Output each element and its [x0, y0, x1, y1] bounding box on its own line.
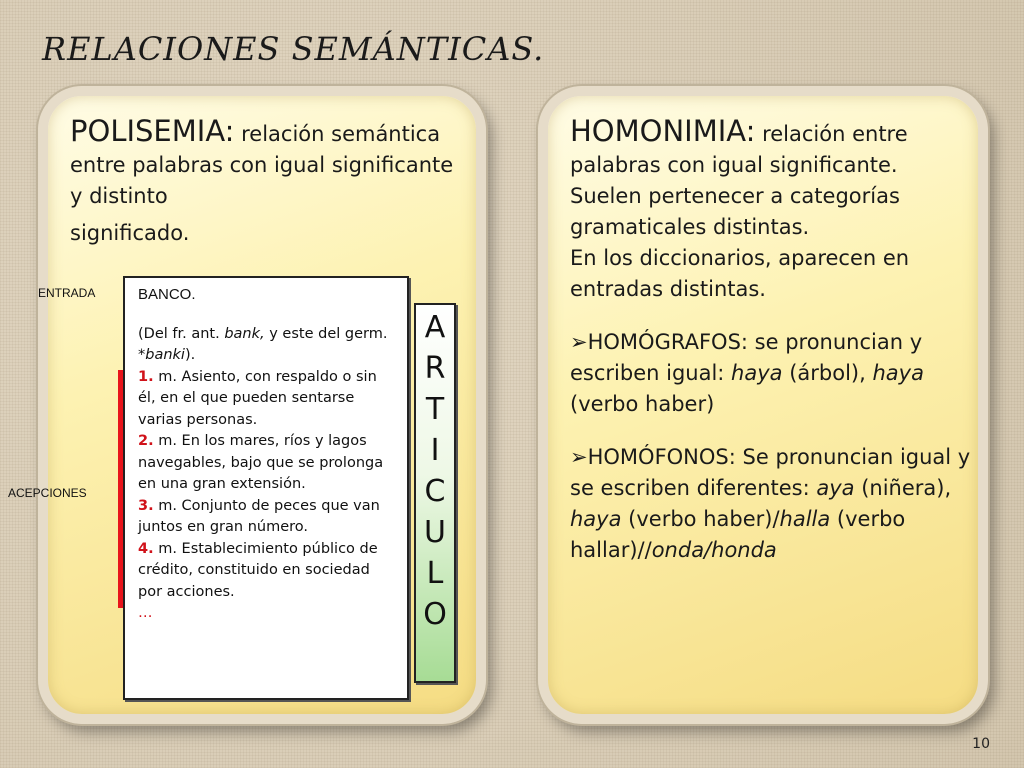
example-word: aya: [816, 476, 855, 500]
polisemia-definition: [70, 116, 470, 249]
sense-number: 1.: [138, 368, 154, 385]
homonimia-term: HOMONIMIA:: [570, 114, 756, 148]
slide-title: RELACIONES SEMÁNTICAS.: [42, 30, 545, 68]
articulo-letter: A: [424, 310, 446, 345]
articulo-letter: U: [424, 515, 446, 550]
homonimia-categories: Suelen pertenecer a categorías gramaticales distintas.: [570, 184, 900, 239]
homonimia-content: [570, 116, 975, 566]
dictionary-sense: [138, 539, 397, 604]
example-word: haya: [731, 361, 783, 385]
example-word: haya: [570, 507, 622, 531]
page-number: 10: [972, 736, 990, 752]
articulo-letter: T: [425, 392, 445, 427]
homografos-term: HOMÓGRAFOS:: [587, 330, 748, 354]
arrow-bullet-icon: ➢: [570, 330, 588, 354]
articulo-letter: L: [426, 556, 444, 591]
polisemia-term: POLISEMIA:: [70, 114, 235, 148]
example-gloss: (niñera),: [854, 476, 952, 500]
sense-text: m. En los mares, ríos y lagos navegables, bajo que se prolonga en una gran extensión.: [138, 433, 384, 492]
homofonos-item: [570, 442, 975, 566]
etymology-part: ).: [184, 347, 196, 363]
etymology-word: bank,: [224, 325, 265, 342]
etymology-part: y este del germ.: [264, 325, 388, 342]
example-gloss: (verbo hallar)//: [570, 507, 906, 562]
articulo-letter: C: [424, 474, 446, 509]
homofonos-text: Se pronuncian igual y se escriben diferentes:: [570, 445, 971, 500]
sense-text: m. Asiento, con respaldo o sin él, en el que pueden sentarse varias personas.: [138, 368, 377, 428]
sense-text: m. Conjunto de peces que van juntos en gran número.: [138, 497, 380, 535]
etymology-word: *banki: [138, 347, 185, 363]
articulo-letter: O: [423, 597, 447, 632]
dictionary-etymology: [138, 324, 397, 367]
homofonos-term: HOMÓFONOS:: [587, 445, 736, 469]
etymology-part: (Del fr. ant.: [138, 325, 225, 342]
articulo-letter: I: [430, 433, 440, 468]
articulo-letter: R: [424, 351, 446, 386]
polisemia-definition-a: relación semántica entre palabras con igual significante y distinto: [70, 122, 454, 208]
articulo-label: [414, 303, 456, 683]
example-word: onda/honda: [651, 538, 777, 562]
dictionary-sense: [138, 496, 397, 539]
homografos-text: se pronuncian y escriben igual:: [570, 330, 923, 385]
sense-text: m. Establecimiento público de crédito, constituido en sociedad por acciones.: [138, 540, 378, 600]
arrow-bullet-icon: ➢: [570, 445, 588, 469]
example-gloss: (árbol),: [782, 361, 873, 385]
entrada-label: ENTRADA: [38, 286, 96, 300]
polisemia-definition-b: significado.: [70, 221, 190, 245]
homonimia-definition: [570, 116, 975, 181]
homonimia-dictionaries: En los diccionarios, aparecen en entradas distintas.: [570, 246, 910, 301]
dictionary-sense: [138, 431, 397, 496]
sense-number: 4.: [138, 540, 154, 557]
dictionary-headword: BANCO.: [138, 286, 196, 303]
example-word: halla: [779, 507, 831, 531]
acepciones-label: ACEPCIONES: [8, 486, 87, 500]
dictionary-entry: [123, 276, 409, 700]
example-gloss: (verbo haber)/: [621, 507, 780, 531]
homografos-item: [570, 327, 975, 420]
dictionary-ellipsis: …: [138, 605, 153, 621]
example-word: haya: [872, 361, 924, 385]
homonimia-definition-text: relación entre palabras con igual significante.: [570, 122, 908, 177]
sense-number: 2.: [138, 433, 154, 449]
dictionary-sense: [138, 367, 397, 432]
example-gloss: (verbo haber): [570, 392, 715, 416]
sense-number: 3.: [138, 497, 154, 514]
